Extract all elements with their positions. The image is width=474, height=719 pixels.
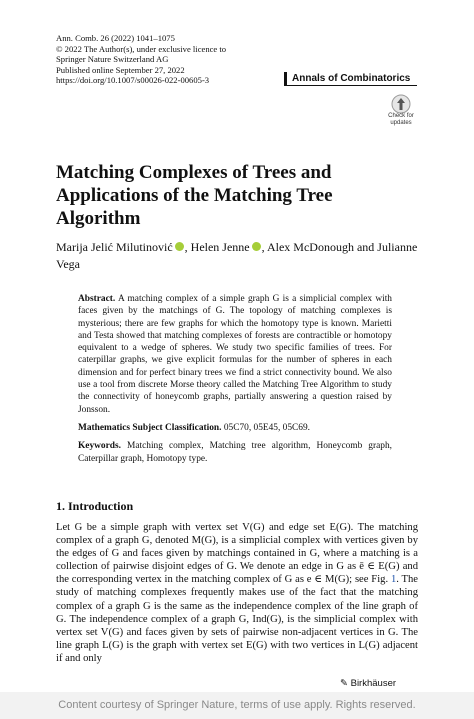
publisher-line: Springer Nature Switzerland AG bbox=[56, 54, 169, 65]
publisher-logo: ✎ Birkhäuser bbox=[340, 678, 397, 689]
author-list: Marija Jelić Milutinović , Helen Jenne , Alex McDonough and Julianne Vega bbox=[56, 240, 418, 271]
article-meta bbox=[56, 33, 226, 86]
figure-link[interactable]: 1 bbox=[390, 574, 397, 586]
section-heading: 1. Introduction bbox=[56, 499, 134, 513]
abstract bbox=[78, 293, 392, 465]
msc-classification: Mathematics Subject Classification. 05C70, 05E45, 05C69. bbox=[78, 422, 311, 433]
journal-name: Annals of Combinatorics bbox=[284, 72, 417, 86]
doi-link[interactable]: https://doi.org/10.1007/s00026-022-00605-3 bbox=[56, 75, 210, 86]
orcid-icon[interactable] bbox=[175, 242, 184, 251]
author-name: Helen Jenne bbox=[190, 240, 250, 254]
paper-title: Matching Complexes of Trees and Applications of the Matching Tree Algorithm bbox=[56, 162, 333, 229]
check-for-updates-label: Check for updates bbox=[388, 113, 414, 126]
abstract-text: Abstract. A matching complex of a simple graph G is a simplicial complex with faces given by the matchings of G. The topology of matching complexes is mysterious; there are few graphs for which the homotopy type is known. Marietti and Testa showed that matching complexes of forests are contractible or homotopy equivalent to a wedge of spheres. We study two specific families of trees. For caterpillar graphs, we give explicit formulas for the number of spheres in each dimension and for perfect binary trees we find a strict connectivity bound. We also use a tool from discrete Morse theory called the Matching Tree Algorithm to study the connectivity of honeycomb graphs, partially answering a question raised by Jonsson. bbox=[78, 294, 392, 415]
keywords: Keywords. Matching complex, Matching tree algorithm, Honeycomb graph, Caterpillar graph, Homotopy type. bbox=[78, 441, 392, 464]
copyright: © 2022 The Author(s), under exclusive licence to bbox=[56, 43, 227, 54]
footer-notice: Content courtesy of Springer Nature, terms of use apply. Rights reserved. bbox=[0, 692, 474, 719]
orcid-icon[interactable] bbox=[252, 242, 261, 251]
citation: Ann. Comb. 26 (2022) 1041–1075 bbox=[56, 33, 175, 43]
author-name: Marija Jelić Milutinović bbox=[56, 240, 173, 254]
published-date: Published online September 27, 2022 bbox=[56, 64, 185, 75]
intro-paragraph: Let G be a simple graph with vertex set V(G) and edge set E(G). The matching complex of a graph G, denoted M(G), is a simplicial complex with vertices given by the edges of G and faces given by matchings contained in G, where a matching is a collection of pairwise disjoint edges of G. We denote an edge in G as ē ∈ E(G) and the corresponding vertex in the matching complex of G as e ∈ M(G); see Fig. 1. The study of matching complexes frequently makes use of the fact that the matching complex of a graph G is the same as the independence complex of the line graph of G. The independence complex of a graph G, Ind(G), is the simplicial complex with vertex set V(G) and faces given by sets of pairwise non-adjacent vertices in G. The line graph L(G) is the graph with vertex set E(G) with two vertices in L(G) adjacent if and only bbox=[56, 522, 419, 664]
birkhauser-icon: ✎ bbox=[340, 678, 351, 689]
